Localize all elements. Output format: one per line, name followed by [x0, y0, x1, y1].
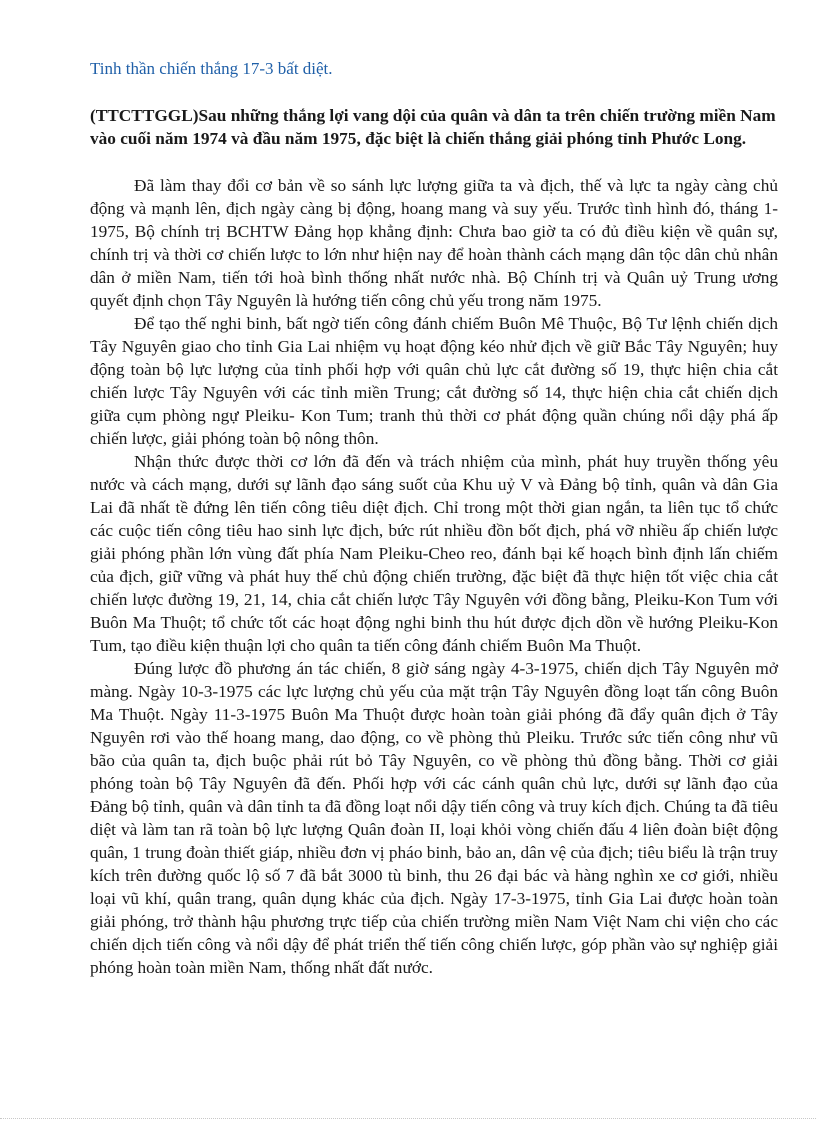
paragraph-1: Đã làm thay đổi cơ bản về so sánh lực lượng giữa ta và địch, thế và lực ta ngày càng chủ động và mạnh lên, địch ngày càng bị động, hoang mang và suy yếu. Trước tình hình đó, tháng 1-1975, Bộ chính trị BCHTW Đảng họp khẳng định: Chưa bao giờ ta có đủ điều kiện về quân sự, chính trị và thời cơ chiến lược to lớn như hiện nay để hoàn thành cách mạng dân tộc dân chủ nhân dân ở miền Nam, tiến tới hoà bình thống nhất nước nhà. Bộ Chính trị và Quân uỷ Trung ương quyết định chọn Tây Nguyên là hướng tiến công chủ yếu trong năm 1975.: [90, 176, 778, 310]
paragraph-2: Để tạo thế nghi binh, bất ngờ tiến công đánh chiếm Buôn Mê Thuộc, Bộ Tư lệnh chiến dịch Tây Nguyên giao cho tỉnh Gia Lai nhiệm vụ hoạt động kéo nhử địch về giữ Bắc Tây Nguyên; huy động toàn bộ lực lượng của tỉnh phối hợp với quân chủ lực cắt đường số 19, thực hiện chia cắt chiến lược Tây Nguyên với các tỉnh miền Trung; cắt đường số 14, thực hiện chia cắt chiến dịch giữa cụm phòng ngự Pleiku- Kon Tum; tranh thủ thời cơ phát động quần chúng nổi dậy phá ấp chiến lược, giải phóng toàn bộ nông thôn.: [90, 314, 778, 448]
document-page: [90, 58, 778, 979]
article-title: Tinh thần chiến thắng 17-3 bất diệt.: [90, 59, 333, 78]
paragraph-3: Nhận thức được thời cơ lớn đã đến và trách nhiệm của mình, phát huy truyền thống yêu nước và cách mạng, dưới sự lãnh đạo sáng suốt của Khu uỷ V và Đảng bộ tỉnh, quân và dân Gia Lai đã nhất tề đứng lên tiến công tiêu diệt địch. Chỉ trong một thời gian ngắn, ta liên tục tổ chức các cuộc tiến công tiêu hao sinh lực địch, bức rút nhiều đồn bốt địch, phá vỡ nhiều ấp chiến lược giải phóng phần lớn vùng đất phía Nam Pleiku-Cheo reo, đánh bại kế hoạch bình định lấn chiếm của địch, giữ vững và phát huy thế chủ động chiến trường, đặc biệt đã thực hiện tốt việc chia cắt chiến lược đường 19, 21, 14, chia cắt chiến lược Tây Nguyên với đồng bằng, Pleiku-Kon Tum với Buôn Ma Thuột; tổ chức tốt các hoạt động nghi binh thu hút được địch dồn về hướng Pleiku-Kon Tum, tạo điều kiện thuận lợi cho quân ta tiến công đánh chiếm Buôn Ma Thuột.: [90, 452, 778, 655]
article-lead: (TTCTTGGL)Sau những thắng lợi vang dội của quân và dân ta trên chiến trường miền Nam vào cuối năm 1974 và đầu năm 1975, đặc biệt là chiến thắng giải phóng tỉnh Phước Long.: [90, 106, 776, 148]
page-bottom-border: [0, 1118, 816, 1119]
paragraph-4: Đúng lược đồ phương án tác chiến, 8 giờ sáng ngày 4-3-1975, chiến dịch Tây Nguyên mở màng. Ngày 10-3-1975 các lực lượng chủ yếu của mặt trận Tây Nguyên đồng loạt tấn công Buôn Ma Thuột. Ngày 11-3-1975 Buôn Ma Thuột được hoàn toàn giải phóng đã đẩy quân địch ở Tây Nguyên rơi vào thế hoang mang, dao động, co về phòng thủ Pleiku. Trước sức tiến công như vũ bão của quân ta, địch buộc phải rút bỏ Tây Nguyên, co về phòng thủ đồng bằng. Thời cơ giải phóng toàn bộ Tây Nguyên đã đến. Phối hợp với các cánh quân chủ lực, dưới sự lãnh đạo của Đảng bộ tỉnh, quân và dân tỉnh ta đã đồng loạt nổi dậy tiến công và truy kích địch. Chúng ta đã tiêu diệt và làm tan rã toàn bộ lực lượng Quân đoàn II, loại khỏi vòng chiến đấu 4 liên đoàn biệt động quân, 1 trung đoàn thiết giáp, nhiều đơn vị pháo binh, bảo an, dân vệ của địch; tiêu biểu là trận truy kích trên đường quốc lộ số 7 đã bắt 3000 tù binh, thu 26 đại bác và hàng nghìn xe cơ giới, nhiều loại vũ khí, quân trang, quân dụng khác của địch. Ngày 17-3-1975, tỉnh Gia Lai được hoàn toàn giải phóng, trở thành hậu phương trực tiếp của chiến trường miền Nam Việt Nam chi viện cho các chiến dịch tiến công và nổi dậy để phát triển thế tiến công chiến lược, góp phần vào sự nghiệp giải phóng hoàn toàn miền Nam, thống nhất đất nước.: [90, 659, 778, 977]
